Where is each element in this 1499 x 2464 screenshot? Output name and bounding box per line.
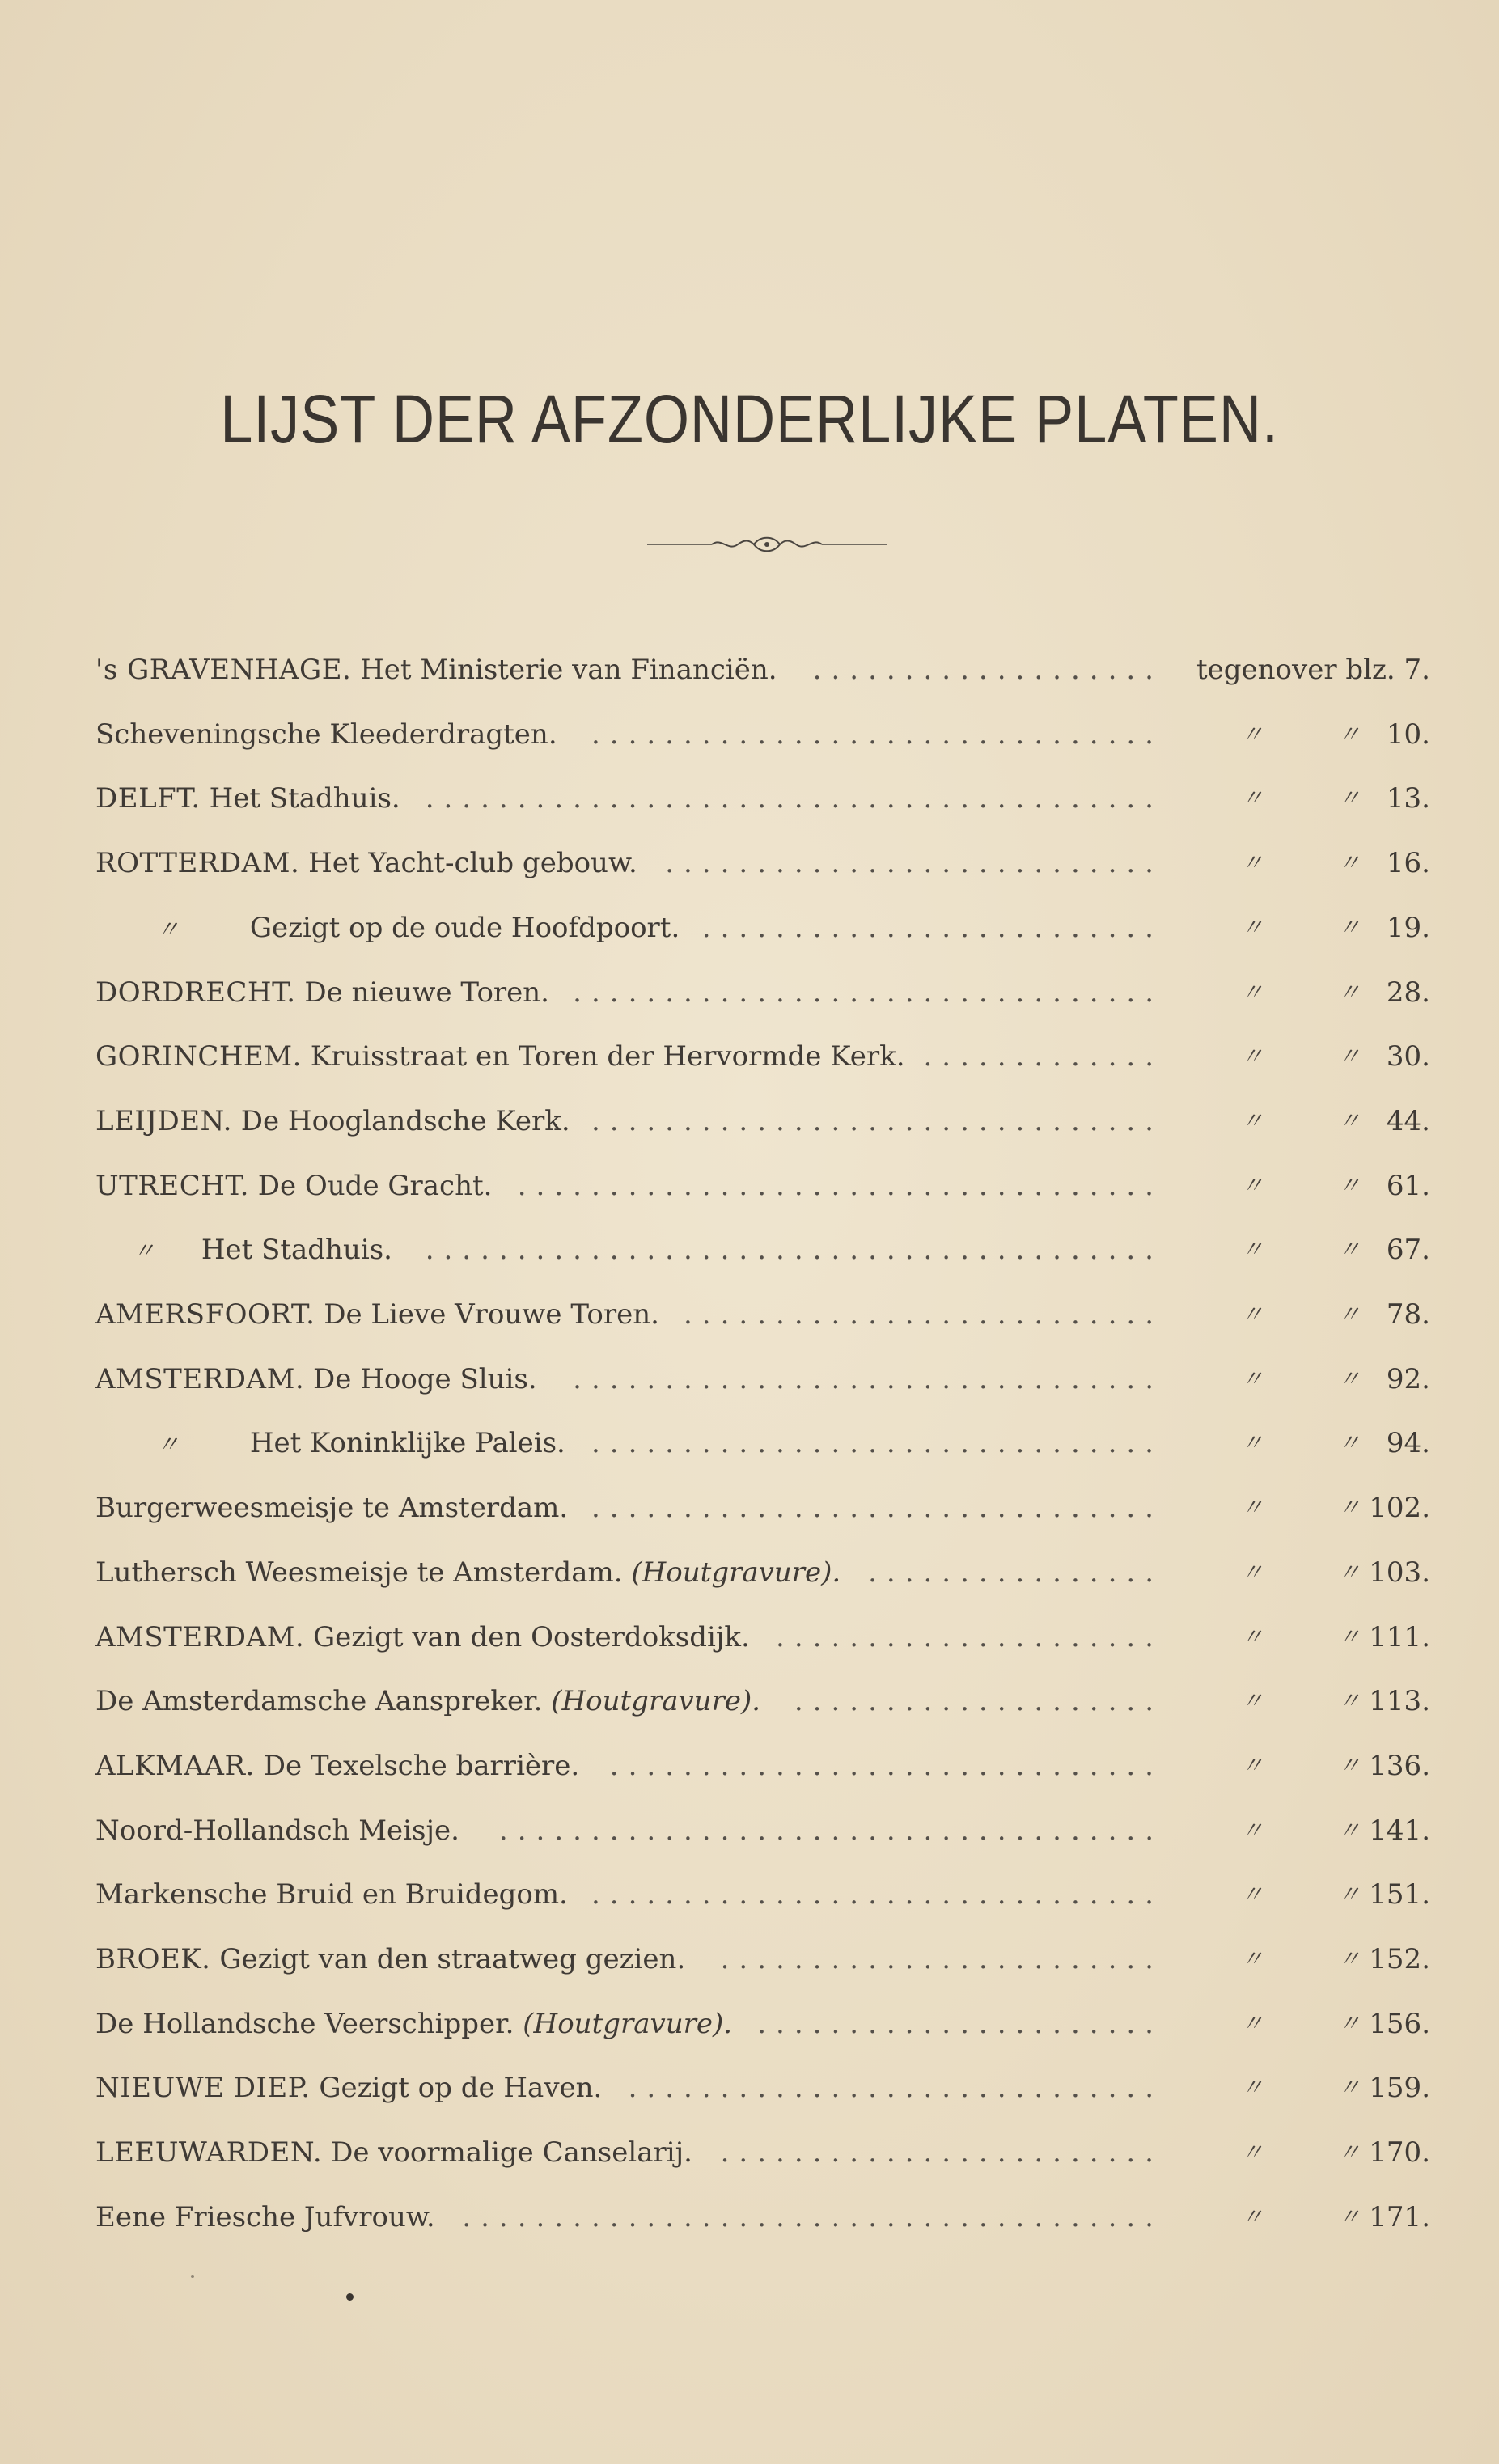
plate-technique: (Houtgravure). xyxy=(631,1556,841,1589)
plate-location: DELFT. xyxy=(95,782,201,815)
plate-entry xyxy=(0,970,1499,1015)
plate-description: De Oude Gracht. xyxy=(257,1169,493,1202)
page-number: 171. xyxy=(1369,2200,1430,2233)
plate-title xyxy=(95,1679,760,1724)
ditto-mark: 〃 xyxy=(1338,913,1361,941)
ditto-mark: 〃 xyxy=(1338,1301,1361,1327)
plate-entry xyxy=(0,1615,1499,1660)
dot-leader: ................................... xyxy=(517,1169,1163,1202)
ditto-mark: 〃 xyxy=(1241,1043,1264,1070)
plate-entry xyxy=(0,1743,1499,1789)
page-number: 156. xyxy=(1369,2007,1430,2040)
plate-description: De nieuwe Toren. xyxy=(304,976,549,1009)
ditto-mark: 〃 xyxy=(1338,1236,1361,1264)
dot-leader: ............................... xyxy=(591,1104,1163,1137)
plate-title xyxy=(95,1420,565,1467)
ditto-mark: 〃 xyxy=(1241,1751,1264,1779)
ditto-mark: 〃 xyxy=(1338,978,1361,1005)
page-number: 94. xyxy=(1386,1427,1430,1460)
plate-description: De Hollandsche Veerschipper. xyxy=(95,2007,514,2040)
plate-entry xyxy=(0,2065,1499,2110)
plate-description: De Hooglandsche Kerk. xyxy=(240,1104,570,1137)
dot-leader: ................... xyxy=(812,654,1163,686)
page-number: 13. xyxy=(1386,782,1430,815)
plate-location: GORINCHEM. xyxy=(95,1040,302,1073)
ink-speck xyxy=(346,2293,354,2301)
ditto-mark: 〃 xyxy=(1241,1171,1264,1199)
dot-leader: ........................ xyxy=(720,1943,1163,1975)
plate-title xyxy=(95,647,777,692)
ditto-mark: 〃 xyxy=(1338,1494,1361,1522)
page-number: 16. xyxy=(1386,847,1430,880)
dot-leader: .............................. xyxy=(609,1749,1163,1782)
plate-title xyxy=(95,2065,602,2110)
ditto-mark: 〃 xyxy=(1338,1365,1361,1392)
plate-location: AMSTERDAM. xyxy=(95,1362,305,1395)
page-number: 136. xyxy=(1369,1749,1430,1782)
plate-title xyxy=(95,1292,659,1337)
plate-entry xyxy=(0,1550,1499,1595)
plate-entry xyxy=(0,1679,1499,1724)
plate-entry xyxy=(0,1034,1499,1079)
ditto-mark: 〃 xyxy=(1241,1429,1264,1457)
plate-description: De Texelsche barrière. xyxy=(263,1749,580,1782)
page-number: 111. xyxy=(1369,1620,1430,1653)
ditto-mark: 〃 xyxy=(1241,849,1264,877)
ditto-mark: 〃 xyxy=(1241,913,1264,941)
plate-location: AMERSFOORT. xyxy=(95,1298,315,1331)
ditto-mark: 〃 xyxy=(1241,1107,1264,1134)
ditto-mark: 〃 xyxy=(1241,2203,1264,2230)
ditto-mark: 〃 xyxy=(1338,1881,1361,1908)
plate-description: De Amsterdamsche Aanspreker. xyxy=(95,1685,543,1718)
plate-title xyxy=(95,2195,435,2240)
plate-title xyxy=(95,1937,685,1982)
plate-entry xyxy=(0,905,1499,950)
plate-location: LEEUWARDEN. xyxy=(95,2136,323,2170)
ditto-mark: 〃 xyxy=(1241,1687,1264,1715)
plate-title xyxy=(95,1227,392,1274)
page-number: 102. xyxy=(1369,1492,1430,1525)
ditto-mark: 〃 xyxy=(1241,2074,1264,2102)
plate-technique: (Houtgravure). xyxy=(523,2007,733,2040)
plate-description: De Hooge Sluis. xyxy=(313,1362,537,1395)
page-number: 61. xyxy=(1386,1169,1430,1202)
plate-description: Gezigt op de oude Hoofdpoort. xyxy=(249,911,680,944)
plate-location: 's GRAVENHAGE. xyxy=(95,654,352,686)
plate-location: ROTTERDAM. xyxy=(95,847,300,880)
page-number: 44. xyxy=(1386,1104,1430,1137)
dot-leader: ............................... xyxy=(591,1878,1163,1912)
plate-description: Noord-Hollandsch Meisje. xyxy=(95,1814,459,1847)
page-number: 30. xyxy=(1386,1040,1430,1073)
page-number: 151. xyxy=(1369,1878,1430,1912)
plate-location: 〃 xyxy=(156,915,180,942)
plate-description: Het Stadhuis. xyxy=(209,782,400,815)
dot-leader: ........................................ xyxy=(425,782,1163,815)
plate-title xyxy=(95,1485,568,1530)
plate-title xyxy=(95,2130,692,2175)
ditto-mark: 〃 xyxy=(1338,1945,1361,1972)
plate-entry xyxy=(0,840,1499,886)
page-number: 141. xyxy=(1369,1814,1430,1847)
plate-entry xyxy=(0,712,1499,757)
plate-title xyxy=(95,1808,459,1853)
ditto-mark: 〃 xyxy=(1338,1429,1361,1457)
plate-entry xyxy=(0,1872,1499,1917)
page-number: 152. xyxy=(1369,1943,1430,1975)
ditto-mark: 〃 xyxy=(1241,1558,1264,1586)
ditto-mark: 〃 xyxy=(1338,2074,1361,2102)
page-number: 159. xyxy=(1369,2072,1430,2105)
plate-entry xyxy=(0,1808,1499,1853)
dot-leader: ............. xyxy=(923,1040,1163,1073)
plate-description: Luthersch Weesmeisje te Amsterdam. xyxy=(95,1556,623,1589)
ditto-mark: 〃 xyxy=(1241,1301,1264,1327)
page-number: 103. xyxy=(1369,1556,1430,1589)
plate-description: Scheveningsche Kleederdragten. xyxy=(95,718,557,751)
plate-description: Gezigt van den straatweg gezien. xyxy=(219,1943,686,1975)
ditto-mark: 〃 xyxy=(1338,785,1361,812)
plate-location: ALKMAAR. xyxy=(95,1749,255,1782)
ditto-mark: 〃 xyxy=(1241,2009,1264,2037)
ditto-mark: 〃 xyxy=(1338,1751,1361,1779)
page-reference: tegenover blz. 7. xyxy=(1196,654,1430,686)
plate-description: Eene Friesche Jufvrouw. xyxy=(95,2200,435,2233)
ditto-mark: 〃 xyxy=(1241,1494,1264,1522)
plate-title xyxy=(95,1550,841,1595)
plate-entry xyxy=(0,1292,1499,1337)
plate-location: BROEK. xyxy=(95,1943,211,1975)
page-number: 67. xyxy=(1386,1234,1430,1267)
ditto-mark: 〃 xyxy=(1338,1171,1361,1199)
plate-description: Burgerweesmeisje te Amsterdam. xyxy=(95,1492,569,1525)
plate-location: 〃 xyxy=(156,1431,180,1459)
plate-location: NIEUWE DIEP. xyxy=(95,2072,311,2105)
plate-entry xyxy=(0,776,1499,821)
dot-leader: ........................................ xyxy=(425,1234,1163,1267)
scroll-ornament-icon xyxy=(647,532,887,557)
plate-location: DORDRECHT. xyxy=(95,976,296,1009)
plate-entry xyxy=(0,2195,1499,2240)
ink-speck xyxy=(191,2275,194,2278)
plate-title xyxy=(95,776,400,821)
plate-description: De voormalige Canselarij. xyxy=(331,2136,692,2170)
plate-description: De Lieve Vrouwe Toren. xyxy=(324,1298,659,1331)
ditto-mark: 〃 xyxy=(1241,1365,1264,1392)
plate-entry xyxy=(0,2001,1499,2047)
dot-leader: ..................... xyxy=(776,1620,1163,1653)
dot-leader: ............................... xyxy=(591,1492,1163,1525)
ditto-mark: 〃 xyxy=(1338,1687,1361,1715)
page-number: 92. xyxy=(1386,1362,1430,1395)
ditto-mark: 〃 xyxy=(1241,1623,1264,1650)
dot-leader: .......................... xyxy=(684,1298,1163,1331)
plate-entry xyxy=(0,1485,1499,1530)
ditto-mark: 〃 xyxy=(1338,1043,1361,1070)
plate-title xyxy=(95,1357,537,1402)
plate-title xyxy=(95,1099,570,1144)
dot-leader: ...................... xyxy=(757,2007,1163,2040)
dot-leader: .................... xyxy=(794,1685,1163,1718)
ditto-mark: 〃 xyxy=(1338,1816,1361,1844)
ditto-mark: 〃 xyxy=(1338,849,1361,877)
ditto-mark: 〃 xyxy=(1241,2139,1264,2166)
ditto-mark: 〃 xyxy=(1338,2009,1361,2037)
ditto-mark: 〃 xyxy=(1241,1881,1264,1908)
plate-title xyxy=(95,905,680,952)
ditto-mark: 〃 xyxy=(1241,1236,1264,1264)
page-number: 113. xyxy=(1369,1685,1430,1718)
plate-entry xyxy=(0,2130,1499,2175)
dot-leader: ............................... xyxy=(591,718,1163,751)
page-number: 170. xyxy=(1369,2136,1430,2170)
ditto-mark: 〃 xyxy=(1338,1107,1361,1134)
dot-leader: ................................ xyxy=(573,1362,1163,1395)
page-number: 10. xyxy=(1386,718,1430,751)
plate-description: Het Yacht-club gebouw. xyxy=(308,847,637,880)
plate-title xyxy=(95,1743,579,1789)
dot-leader: ............................... xyxy=(591,1427,1163,1460)
plate-title xyxy=(95,1163,492,1209)
ditto-mark: 〃 xyxy=(1338,2203,1361,2230)
plate-technique: (Houtgravure). xyxy=(551,1685,761,1718)
page-number: 19. xyxy=(1386,911,1430,944)
plate-entry xyxy=(0,1163,1499,1209)
plate-title xyxy=(95,1615,750,1660)
dot-leader: ......................... xyxy=(701,911,1163,944)
plate-location: 〃 xyxy=(132,1238,156,1265)
ditto-mark: 〃 xyxy=(1338,1623,1361,1650)
ditto-mark: 〃 xyxy=(1241,720,1264,747)
page-number: 78. xyxy=(1386,1298,1430,1331)
plate-title xyxy=(95,970,549,1015)
plate-title xyxy=(95,840,637,886)
ditto-mark: 〃 xyxy=(1338,2139,1361,2166)
dot-leader: ........................ xyxy=(720,2136,1163,2170)
plate-location: LEIJDEN. xyxy=(95,1104,232,1137)
ditto-mark: 〃 xyxy=(1241,1816,1264,1844)
plate-description: Kruisstraat en Toren der Hervormde Kerk. xyxy=(310,1040,905,1073)
plate-description: Markensche Bruid en Bruidegom. xyxy=(95,1878,568,1912)
plate-entry xyxy=(0,1420,1499,1466)
plate-location: AMSTERDAM. xyxy=(95,1620,305,1653)
plate-entry xyxy=(0,1937,1499,1982)
ditto-mark: 〃 xyxy=(1241,978,1264,1005)
plate-title xyxy=(95,1872,568,1917)
plate-description: Gezigt van den Oosterdoksdijk. xyxy=(313,1620,750,1653)
ditto-mark: 〃 xyxy=(1338,720,1361,747)
ditto-mark: 〃 xyxy=(1241,785,1264,812)
plate-entry xyxy=(0,647,1499,692)
dot-leader: ...................................... xyxy=(462,2200,1163,2233)
plate-description: Het Stadhuis. xyxy=(201,1234,392,1267)
dot-leader: .................................... xyxy=(498,1814,1163,1847)
plate-description: Het Koninklijke Paleis. xyxy=(249,1427,565,1460)
plate-description: Gezigt op de Haven. xyxy=(319,2072,603,2105)
plate-location: UTRECHT. xyxy=(95,1169,249,1202)
dot-leader: ........................... xyxy=(665,847,1163,880)
ditto-mark: 〃 xyxy=(1338,1558,1361,1586)
plate-description: Het Ministerie van Financiën. xyxy=(360,654,777,686)
page-number: 28. xyxy=(1386,976,1430,1009)
dot-leader: ................................ xyxy=(573,976,1163,1009)
plate-title xyxy=(95,2001,732,2047)
ditto-mark: 〃 xyxy=(1241,1945,1264,1972)
plate-entry xyxy=(0,1099,1499,1144)
plate-entry xyxy=(0,1227,1499,1272)
plate-entry xyxy=(0,1357,1499,1402)
plate-title xyxy=(95,1034,905,1079)
plate-title xyxy=(95,712,557,757)
page-title: LIJST DER AFZONDERLIJKE PLATEN. xyxy=(220,381,1279,457)
dot-leader: ................ xyxy=(868,1556,1163,1589)
dot-leader: ............................. xyxy=(628,2072,1163,2105)
